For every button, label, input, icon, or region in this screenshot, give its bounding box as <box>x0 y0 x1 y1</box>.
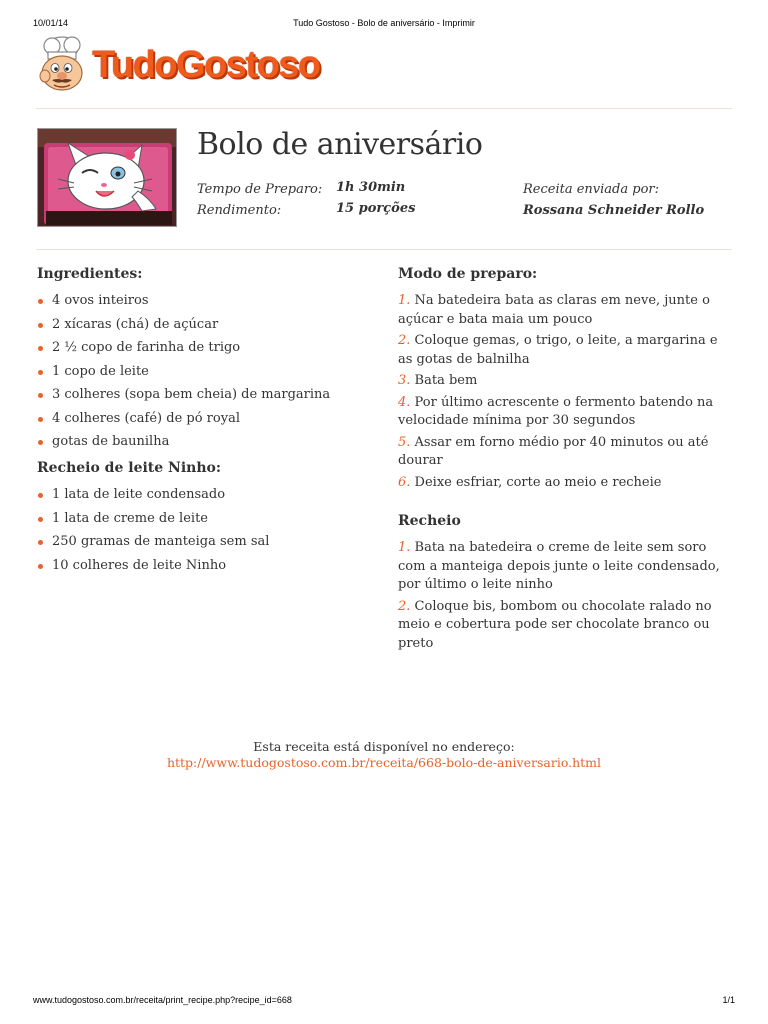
list-item <box>398 332 734 369</box>
ingredients-heading: Ingredientes: <box>37 266 143 282</box>
step-number: 1. <box>398 293 411 308</box>
step-number: 6. <box>398 474 411 490</box>
step-text: Bata na batedeira o creme de leite sem soro com a manteiga depois junte o leite condensado, por último o leite ninho <box>398 540 720 592</box>
step-text: Deixe esfriar, corte ao meio e recheie <box>414 474 662 490</box>
list-item <box>398 434 734 471</box>
preparation-heading: Modo de preparo: <box>398 266 538 282</box>
list-item <box>37 510 367 527</box>
ingredients-column <box>37 266 367 580</box>
print-footer <box>33 995 735 1009</box>
recipe-title: Bolo de aniversário <box>197 127 483 162</box>
sent-by-label: Receita enviada por: <box>523 182 659 197</box>
divider <box>36 108 732 109</box>
recipe-photo <box>37 128 177 227</box>
ingredient-text: 4 colheres (café) de pó royal <box>52 410 240 426</box>
ingredient-text: 3 colheres (sopa bem cheia) de margarina <box>52 387 331 402</box>
preparation-steps <box>398 292 734 492</box>
ingredient-text: gotas de baunilha <box>52 434 170 449</box>
sent-by-value: Rossana Schneider Rollo <box>523 203 705 218</box>
yield-value: 15 porções <box>336 201 416 216</box>
ingredient-text: 2 ½ copo de farinha de trigo <box>52 340 241 355</box>
source-note-text: Esta receita está disponível no endereço: <box>253 739 515 754</box>
yield-label: Rendimento: <box>197 203 282 218</box>
filling-preparation-steps <box>398 539 734 653</box>
step-text: Assar em forno médio por 40 minutos ou até dourar <box>398 434 709 468</box>
ingredient-text: 2 xícaras (chá) de açúcar <box>52 316 219 332</box>
list-item <box>398 372 734 391</box>
list-item <box>398 474 734 493</box>
bullet-icon <box>38 540 43 545</box>
filling-preparation-heading: Recheio <box>398 513 461 529</box>
step-number: 1. <box>398 540 411 555</box>
source-note <box>0 739 768 771</box>
print-page-title: Tudo Gostoso - Bolo de aniversário - Imprimir <box>293 18 475 28</box>
bullet-icon <box>38 299 43 304</box>
bullet-icon <box>38 323 43 328</box>
list-item <box>37 386 367 403</box>
ingredient-text: 1 lata de creme de leite <box>52 510 208 526</box>
filling-ingredients-heading: Recheio de leite Ninho: <box>37 460 222 476</box>
bullet-icon <box>38 564 43 569</box>
ingredient-text: 250 gramas de manteiga sem sal <box>52 534 270 549</box>
list-item <box>37 433 367 450</box>
bullet-icon <box>38 417 43 422</box>
list-item <box>398 598 734 654</box>
divider <box>36 249 732 250</box>
ingredient-text: 4 ovos inteiros <box>52 293 149 308</box>
list-item <box>37 410 367 427</box>
preparation-column <box>398 266 734 656</box>
print-page-count: 1/1 <box>722 995 735 1005</box>
list-item <box>37 486 367 503</box>
ingredient-text: 1 copo de leite <box>52 363 149 379</box>
ingredient-text: 1 lata de leite condensado <box>52 487 226 502</box>
bullet-icon <box>38 370 43 375</box>
step-number: 4. <box>398 394 411 410</box>
cake-photo-cat-design <box>38 129 177 227</box>
step-text: Coloque gemas, o trigo, o leite, a margarina e as gotas de balnilha <box>398 333 718 367</box>
print-date: 10/01/14 <box>33 18 69 28</box>
bullet-icon <box>38 346 43 351</box>
prep-time-value: 1h 30min <box>336 180 406 195</box>
source-link[interactable]: http://www.tudogostoso.com.br/receita/668-bolo-de-aniversario.html <box>166 755 602 770</box>
list-item <box>398 292 734 329</box>
step-text: Por último acrescente o fermento batendo na velocidade mínima por 30 segundos <box>398 394 714 428</box>
ingredient-text: 10 colheres de leite Ninho <box>52 557 227 573</box>
site-logo[interactable] <box>36 34 386 94</box>
list-item <box>37 316 367 333</box>
bullet-icon <box>38 493 43 498</box>
list-item <box>37 292 367 309</box>
print-url: www.tudogostoso.com.br/receita/print_recipe.php?recipe_id=668 <box>33 995 292 1005</box>
list-item <box>37 363 367 380</box>
list-item <box>37 533 367 550</box>
list-item <box>37 557 367 574</box>
prep-time-label: Tempo de Preparo: <box>197 182 323 197</box>
bullet-icon <box>38 440 43 445</box>
list-item <box>398 394 734 431</box>
list-item <box>37 339 367 356</box>
step-text: Bata bem <box>414 373 478 388</box>
filling-ingredients-list <box>37 486 367 574</box>
bullet-icon <box>38 393 43 398</box>
step-number: 5. <box>398 434 411 450</box>
step-number: 2. <box>398 333 411 348</box>
step-text: Na batedeira bata as claras em neve, junte o açúcar e bata maia um pouco <box>398 293 710 327</box>
chef-mascot-icon <box>36 34 92 92</box>
logo-wordmark: TudoGostoso <box>92 44 320 86</box>
step-text: Coloque bis, bombom ou chocolate ralado no meio e cobertura pode ser chocolate branco ou preto <box>398 598 712 651</box>
step-number: 2. <box>398 598 411 614</box>
bullet-icon <box>38 517 43 522</box>
ingredients-list <box>37 292 367 450</box>
step-number: 3. <box>398 373 411 388</box>
list-item <box>398 539 734 595</box>
print-header <box>33 18 735 32</box>
